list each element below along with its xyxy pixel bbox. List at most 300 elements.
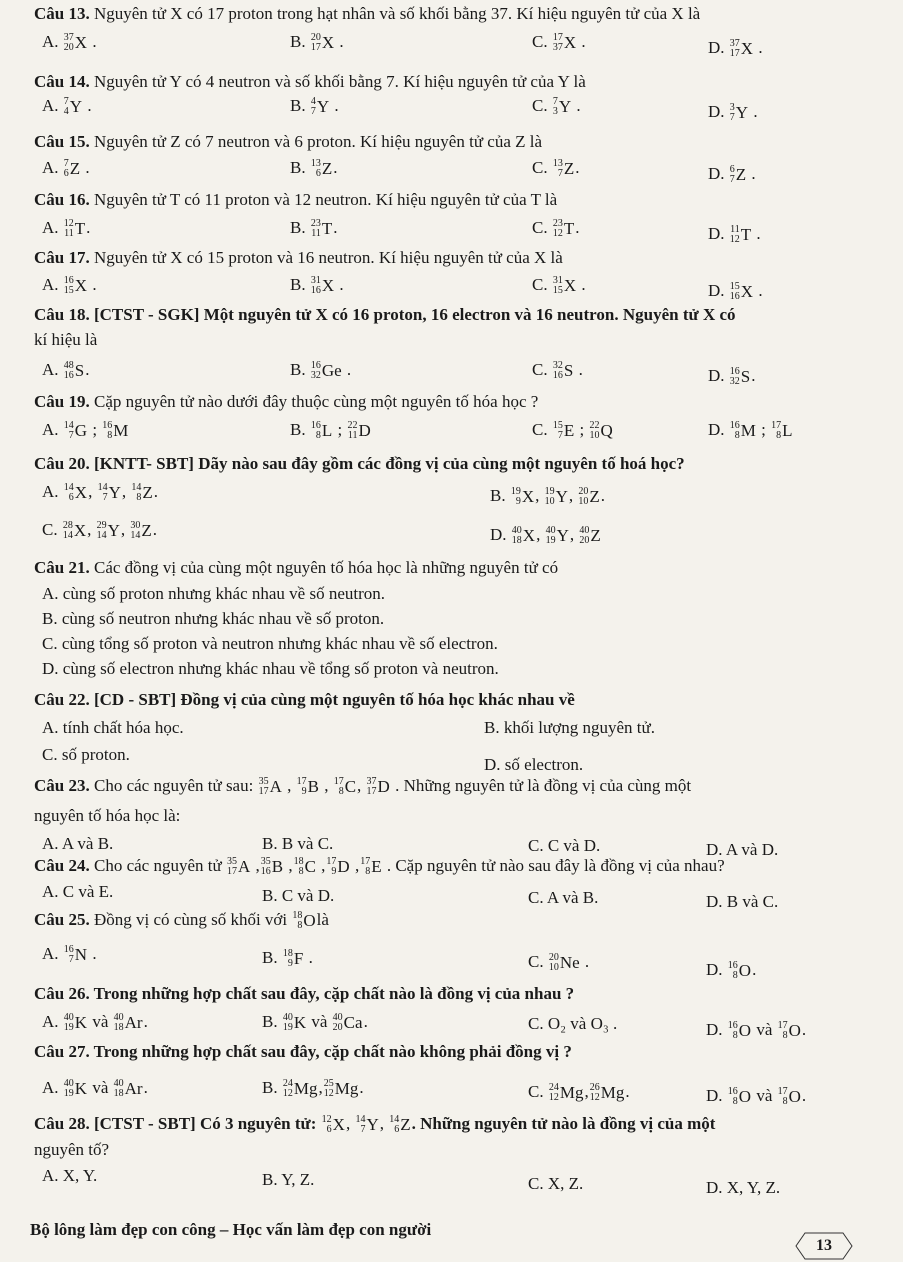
element-symbol: X bbox=[74, 483, 88, 503]
isotope-numbers bbox=[114, 1079, 124, 1099]
element-symbol: Z bbox=[400, 1115, 411, 1135]
question-number: Câu 22. bbox=[34, 690, 90, 709]
option bbox=[42, 745, 130, 765]
option-label: D. bbox=[708, 420, 729, 439]
isotope-symbol bbox=[64, 276, 87, 296]
option-label: D. bbox=[708, 38, 729, 57]
option bbox=[532, 420, 614, 441]
isotope-numbers bbox=[730, 39, 740, 59]
element-symbol: Y bbox=[556, 526, 569, 546]
option bbox=[528, 1082, 630, 1103]
mass-number: 14 bbox=[63, 420, 74, 432]
mass-number: 40 bbox=[511, 525, 522, 537]
atomic-number: 15 bbox=[552, 285, 563, 297]
atomic-number: 18 bbox=[511, 535, 522, 547]
question-stem: nguyên tố? bbox=[34, 1140, 110, 1159]
option-tail: . bbox=[81, 158, 90, 177]
option-text: D. A và D. bbox=[706, 840, 779, 859]
option bbox=[528, 952, 589, 973]
isotope-numbers bbox=[64, 483, 74, 503]
isotope-symbol bbox=[292, 911, 315, 931]
mass-number: 14 bbox=[389, 1114, 400, 1126]
isotope-numbers bbox=[360, 857, 370, 877]
atomic-number: 8 bbox=[776, 430, 782, 442]
option bbox=[262, 834, 333, 854]
option-tail: . bbox=[754, 281, 763, 300]
element-symbol: Q bbox=[600, 421, 613, 441]
option-tail: . bbox=[152, 520, 158, 539]
isotope-symbol bbox=[311, 97, 329, 117]
separator: , bbox=[357, 776, 366, 795]
option-tail: . bbox=[574, 360, 583, 379]
element-symbol: S bbox=[74, 361, 85, 381]
isotope-numbers bbox=[64, 1079, 74, 1099]
isotope-symbol bbox=[311, 361, 342, 381]
isotope-numbers bbox=[292, 911, 302, 931]
isotope-numbers bbox=[63, 521, 73, 541]
atomic-number: 7 bbox=[102, 492, 108, 504]
question-18-cont bbox=[34, 330, 97, 350]
element-symbol: G bbox=[74, 421, 88, 441]
isotope-symbol bbox=[553, 97, 571, 117]
atomic-number: 7 bbox=[68, 954, 74, 966]
isotope-symbol bbox=[553, 276, 576, 296]
isotope-numbers bbox=[355, 1115, 365, 1135]
isotope-numbers bbox=[297, 777, 307, 797]
separator: , bbox=[282, 776, 296, 795]
page-number: 13 bbox=[816, 1237, 832, 1254]
option bbox=[290, 275, 344, 296]
option-text: C. cùng tổng số proton và neutron nhưng khác nhau về số electron. bbox=[42, 634, 498, 653]
isotope-numbers bbox=[326, 857, 336, 877]
atomic-number: 8 bbox=[338, 786, 344, 798]
question-stem: Trong những hợp chất sau đây, cặp chất nào không phải đồng vị ? bbox=[89, 1042, 572, 1061]
option bbox=[42, 32, 97, 53]
isotope-symbol bbox=[311, 421, 332, 441]
atomic-number: 6 bbox=[326, 1124, 332, 1136]
separator: , bbox=[584, 1082, 589, 1101]
isotope-numbers bbox=[311, 421, 321, 441]
element-symbol: X bbox=[522, 526, 536, 546]
isotope-numbers bbox=[283, 1079, 293, 1099]
isotope-symbol bbox=[553, 421, 574, 441]
isotope-symbol bbox=[311, 276, 334, 296]
atomic-number: 17 bbox=[226, 866, 237, 878]
option-tail: . bbox=[143, 1078, 148, 1097]
option-tail: . bbox=[600, 486, 606, 505]
option-tail: . bbox=[575, 158, 580, 177]
element-symbol: O bbox=[738, 1021, 752, 1041]
separator: , bbox=[284, 856, 293, 875]
element-symbol: Z bbox=[589, 487, 600, 507]
option-tail: . bbox=[572, 96, 581, 115]
option-tail: . bbox=[143, 1012, 148, 1031]
isotope-symbol bbox=[259, 777, 282, 797]
question-stem: Nguyên tử T có 11 proton và 12 neutron. Kí hiệu nguyên tử của T là bbox=[89, 190, 558, 209]
option bbox=[708, 366, 756, 387]
isotope-numbers bbox=[98, 483, 108, 503]
option-text: O₂ và O₃ . bbox=[547, 1014, 618, 1033]
question-23-cont bbox=[34, 806, 180, 826]
mass-number: 17 bbox=[771, 420, 782, 432]
atomic-number: 17 bbox=[366, 786, 377, 798]
question-number: Câu 25. bbox=[34, 910, 90, 929]
element-symbol: Mg bbox=[559, 1083, 584, 1103]
isotope-symbol bbox=[590, 1083, 625, 1103]
option-tail: . bbox=[85, 360, 90, 379]
option bbox=[42, 420, 129, 441]
option bbox=[42, 96, 92, 117]
mass-number: 40 bbox=[579, 525, 590, 537]
option-tail: . bbox=[333, 158, 338, 177]
question-number: Câu 16. bbox=[34, 190, 90, 209]
option bbox=[706, 1086, 806, 1107]
element-symbol: Z bbox=[142, 483, 153, 503]
option-text: B. cùng số neutron nhưng khác nhau về số proton. bbox=[42, 609, 385, 628]
separator: , bbox=[318, 1078, 323, 1097]
isotope-numbers bbox=[579, 526, 589, 546]
isotope-numbers bbox=[545, 487, 555, 507]
option-tail: . bbox=[153, 482, 158, 501]
isotope-symbol bbox=[730, 367, 750, 387]
option-label: B. bbox=[262, 1012, 282, 1031]
option-label: D. bbox=[708, 164, 729, 183]
mass-number: 14 bbox=[63, 482, 74, 494]
isotope-numbers bbox=[589, 421, 599, 441]
separator: ; bbox=[575, 420, 589, 439]
element-symbol: Z bbox=[563, 159, 575, 179]
option-tail: . bbox=[751, 366, 756, 385]
isotope-numbers bbox=[311, 219, 321, 239]
mass-number: 40 bbox=[63, 1012, 74, 1024]
option-tail: . bbox=[801, 1086, 807, 1105]
question-number: Câu 24. bbox=[34, 856, 90, 875]
option-label: B. bbox=[490, 486, 510, 505]
mass-number: 14 bbox=[97, 482, 108, 494]
isotope-symbol bbox=[511, 487, 534, 507]
option-label: D. bbox=[706, 1086, 727, 1105]
option bbox=[532, 360, 583, 381]
atomic-number: 6 bbox=[68, 492, 74, 504]
option bbox=[528, 836, 600, 856]
separator: , bbox=[87, 520, 96, 539]
isotope-symbol bbox=[283, 949, 303, 969]
mass-number: 35 bbox=[258, 776, 269, 788]
question-21 bbox=[34, 558, 558, 578]
isotope-numbers bbox=[730, 103, 735, 123]
mass-number: 16 bbox=[727, 1086, 738, 1098]
option-label: C. bbox=[532, 96, 552, 115]
option-text: D. số electron. bbox=[484, 755, 584, 774]
mass-number: 17 bbox=[552, 32, 563, 44]
isotope-symbol bbox=[355, 1115, 378, 1135]
mass-number: 20 bbox=[578, 486, 589, 498]
isotope-numbers bbox=[728, 1087, 738, 1107]
option bbox=[290, 420, 372, 441]
option-text: C. số proton. bbox=[42, 745, 130, 764]
element-symbol: Ar bbox=[124, 1013, 143, 1033]
element-symbol: Ge bbox=[321, 361, 342, 381]
option-label: D. bbox=[490, 525, 511, 544]
isotope-numbers bbox=[778, 1021, 788, 1041]
question-number: Câu 18. bbox=[34, 305, 90, 324]
isotope-numbers bbox=[730, 367, 740, 387]
isotope-numbers bbox=[511, 487, 521, 507]
option-tail: . bbox=[575, 218, 580, 237]
atomic-number: 14 bbox=[130, 530, 141, 542]
option-label: C. bbox=[528, 1082, 548, 1101]
question-number: Câu 21. bbox=[34, 558, 90, 577]
element-symbol: C bbox=[344, 777, 357, 797]
isotope-numbers bbox=[578, 487, 588, 507]
isotope-symbol bbox=[63, 521, 86, 541]
atomic-number: 7 bbox=[360, 1124, 366, 1136]
isotope-numbers bbox=[730, 421, 740, 441]
atomic-number: 8 bbox=[782, 1096, 788, 1108]
option bbox=[42, 659, 499, 679]
atomic-number: 20 bbox=[579, 535, 590, 547]
atomic-number: 8 bbox=[732, 1096, 738, 1108]
separator: , bbox=[251, 856, 260, 875]
atomic-number: 8 bbox=[734, 430, 740, 442]
question-stem: [KNTT- SBT] Dãy nào sau đây gồm các đồng vị của cùng một nguyên tố hoá học? bbox=[89, 454, 685, 473]
isotope-numbers bbox=[778, 1087, 788, 1107]
isotope-numbers bbox=[512, 526, 522, 546]
question-stem: [CTST - SGK] Một nguyên tử X có 16 proton, 16 electron và 16 neutron. Nguyên tử X có bbox=[89, 305, 736, 324]
option bbox=[42, 482, 158, 503]
option bbox=[706, 1178, 780, 1198]
element-symbol: Y bbox=[107, 521, 120, 541]
mass-number: 20 bbox=[548, 952, 559, 964]
isotope-numbers bbox=[64, 1013, 74, 1033]
mass-number: 11 bbox=[730, 224, 740, 236]
question-number: Câu 20. bbox=[34, 454, 90, 473]
question-number: Câu 19. bbox=[34, 392, 90, 411]
option-label: B. bbox=[290, 420, 310, 439]
option-tail: . bbox=[88, 944, 97, 963]
isotope-numbers bbox=[730, 165, 735, 185]
mass-number: 24 bbox=[282, 1078, 293, 1090]
mass-number: 23 bbox=[310, 218, 321, 230]
option bbox=[708, 102, 758, 123]
mass-number: 16 bbox=[310, 420, 321, 432]
option-text: A. tính chất hóa học. bbox=[42, 718, 184, 737]
separator: , bbox=[345, 1114, 355, 1133]
option-label: A. bbox=[42, 96, 63, 115]
isotope-numbers bbox=[64, 97, 69, 117]
option bbox=[532, 32, 586, 53]
option bbox=[532, 218, 579, 239]
atomic-number: 14 bbox=[96, 530, 107, 542]
mass-number: 13 bbox=[552, 158, 563, 170]
question-number: Câu 26. bbox=[34, 984, 90, 1003]
mass-number: 29 bbox=[96, 520, 107, 532]
element-symbol: Mg bbox=[334, 1079, 359, 1099]
option bbox=[706, 960, 756, 981]
element-symbol: Y bbox=[108, 483, 121, 503]
mass-number: 40 bbox=[282, 1012, 293, 1024]
isotope-numbers bbox=[102, 421, 112, 441]
separator: , bbox=[316, 856, 326, 875]
option-label: C. bbox=[528, 1014, 548, 1033]
question-stem: Cho các nguyên tử bbox=[89, 856, 226, 875]
separator: , bbox=[350, 856, 360, 875]
mass-number: 26 bbox=[589, 1082, 600, 1094]
option-tail: . bbox=[752, 224, 761, 243]
option bbox=[532, 275, 586, 296]
isotope-numbers bbox=[114, 1013, 124, 1033]
question-20 bbox=[34, 454, 685, 474]
isotope-numbers bbox=[311, 33, 321, 53]
option bbox=[42, 834, 113, 854]
option bbox=[42, 158, 90, 179]
question-number: Câu 14. bbox=[34, 72, 90, 91]
option bbox=[42, 882, 113, 902]
isotope-numbers bbox=[97, 521, 107, 541]
question-18 bbox=[34, 305, 736, 325]
mass-number: 7 bbox=[552, 96, 558, 108]
isotope-numbers bbox=[283, 1013, 293, 1033]
element-symbol: E bbox=[563, 421, 575, 441]
option-label: B. bbox=[262, 948, 282, 967]
isotope-symbol bbox=[102, 421, 128, 441]
option bbox=[262, 886, 334, 906]
mass-number: 15 bbox=[552, 420, 563, 432]
separator: , bbox=[536, 525, 545, 544]
mass-number: 40 bbox=[113, 1078, 124, 1090]
element-symbol: N bbox=[74, 945, 88, 965]
atomic-number: 12 bbox=[589, 1092, 600, 1104]
question-stem: . Những nguyên tử là đồng vị của cùng một bbox=[390, 776, 692, 795]
mass-number: 3 bbox=[729, 102, 735, 114]
isotope-numbers bbox=[728, 1021, 738, 1041]
option-text: D. X, Y, Z. bbox=[706, 1178, 781, 1197]
option-tail: . bbox=[625, 1082, 630, 1101]
option-tail: . bbox=[577, 32, 586, 51]
element-symbol: K bbox=[74, 1079, 88, 1099]
option-label: D. bbox=[706, 1020, 727, 1039]
atomic-number: 7 bbox=[729, 112, 735, 124]
option bbox=[42, 1012, 148, 1033]
isotope-symbol bbox=[778, 1087, 801, 1107]
separator: ; bbox=[756, 420, 771, 439]
option-label: A. bbox=[42, 944, 63, 963]
option bbox=[42, 718, 184, 738]
mass-number: 23 bbox=[552, 218, 563, 230]
isotope-numbers bbox=[64, 33, 74, 53]
isotope-symbol bbox=[130, 521, 151, 541]
element-symbol: X bbox=[563, 33, 577, 53]
mass-number: 31 bbox=[310, 275, 321, 287]
question-stem: Trong những hợp chất sau đây, cặp chất nào là đồng vị của nhau ? bbox=[89, 984, 575, 1003]
atomic-number: 32 bbox=[310, 370, 321, 382]
mass-number: 7 bbox=[63, 96, 69, 108]
atomic-number: 17 bbox=[729, 48, 740, 60]
separator: , bbox=[319, 776, 333, 795]
mass-number: 7 bbox=[63, 158, 69, 170]
option bbox=[290, 360, 351, 381]
option-label: B. bbox=[290, 275, 310, 294]
question-number: Câu 13. bbox=[34, 4, 90, 23]
mass-number: 12 bbox=[321, 1114, 332, 1126]
isotope-numbers bbox=[553, 33, 563, 53]
mass-number: 17 bbox=[296, 776, 307, 788]
mass-number: 22 bbox=[347, 420, 358, 432]
element-symbol: L bbox=[321, 421, 333, 441]
question-stem: [CTST - SBT] Có 3 nguyên tử: bbox=[89, 1114, 321, 1133]
mass-number: 24 bbox=[548, 1082, 559, 1094]
isotope-symbol bbox=[553, 219, 574, 239]
mass-number: 37 bbox=[63, 32, 74, 44]
element-symbol: T bbox=[74, 219, 86, 239]
atomic-number: 15 bbox=[63, 285, 74, 297]
element-symbol: T bbox=[740, 225, 752, 245]
question-stem: Nguyên tử Z có 7 neutron và 6 proton. Kí hiệu nguyên tử của Z là bbox=[89, 132, 543, 151]
option-text: A. A và B. bbox=[42, 834, 114, 853]
element-symbol: Mg bbox=[293, 1079, 318, 1099]
isotope-numbers bbox=[130, 521, 140, 541]
option-label: C. bbox=[532, 158, 552, 177]
mass-number: 40 bbox=[332, 1012, 343, 1024]
mass-number: 17 bbox=[360, 856, 371, 868]
atomic-number: 19 bbox=[63, 1088, 74, 1100]
isotope-numbers bbox=[227, 857, 237, 877]
question-22 bbox=[34, 690, 575, 710]
question-stem: là bbox=[316, 910, 329, 929]
atomic-number: 12 bbox=[729, 234, 740, 246]
isotope-numbers bbox=[553, 159, 563, 179]
atomic-number: 19 bbox=[63, 1022, 74, 1034]
mass-number: 31 bbox=[552, 275, 563, 287]
isotope-symbol bbox=[367, 777, 390, 797]
isotope-symbol bbox=[728, 1021, 751, 1041]
isotope-symbol bbox=[131, 483, 152, 503]
isotope-symbol bbox=[64, 483, 87, 503]
option-tail: . bbox=[86, 218, 91, 237]
mass-number: 18 bbox=[292, 910, 303, 922]
option-text: A. C và E. bbox=[42, 882, 114, 901]
isotope-symbol bbox=[114, 1013, 143, 1033]
element-symbol: Z bbox=[69, 159, 81, 179]
mass-number: 4 bbox=[310, 96, 316, 108]
element-symbol: O bbox=[303, 911, 316, 931]
isotope-symbol bbox=[326, 857, 349, 877]
separator: và bbox=[307, 1012, 332, 1031]
atomic-number: 8 bbox=[298, 866, 304, 878]
option-label: A. bbox=[42, 1012, 63, 1031]
isotope-symbol bbox=[771, 421, 792, 441]
mass-number: 48 bbox=[63, 360, 74, 372]
isotope-symbol bbox=[730, 165, 746, 185]
isotope-numbers bbox=[553, 421, 563, 441]
mass-number: 22 bbox=[589, 420, 600, 432]
element-symbol: S bbox=[740, 367, 751, 387]
isotope-symbol bbox=[347, 421, 370, 441]
atomic-number: 16 bbox=[63, 370, 74, 382]
option bbox=[490, 486, 605, 507]
option-label: A. bbox=[42, 360, 63, 379]
element-symbol: F bbox=[293, 949, 304, 969]
option bbox=[706, 1020, 806, 1041]
isotope-numbers bbox=[64, 219, 74, 239]
separator: và bbox=[752, 1020, 777, 1039]
isotope-numbers bbox=[324, 1079, 334, 1099]
atomic-number: 8 bbox=[107, 430, 113, 442]
mass-number: 37 bbox=[729, 38, 740, 50]
option-label: B. bbox=[290, 158, 310, 177]
element-symbol: X bbox=[73, 521, 87, 541]
question-27 bbox=[34, 1042, 572, 1062]
